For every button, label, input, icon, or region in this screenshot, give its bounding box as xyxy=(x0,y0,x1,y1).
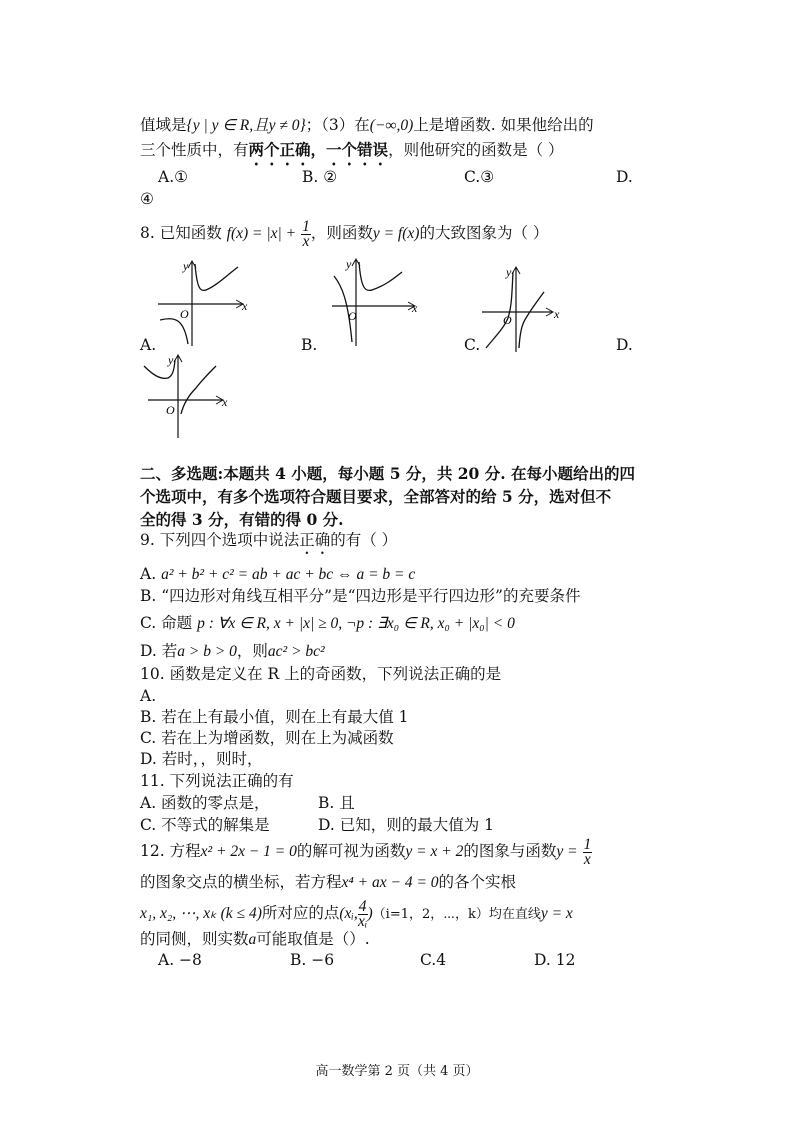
q7-emphasis-wrong: 一个错误 xyxy=(326,140,389,159)
q11-option-c: C. 不等式的解集是 xyxy=(140,816,270,834)
q12-fraction xyxy=(583,835,593,868)
q12-text: 可能取值是（）. xyxy=(256,930,370,948)
q12-line-2 xyxy=(140,871,516,894)
q12-text: 的图象交点的横坐标，若方程 xyxy=(140,873,342,891)
q8-text: 的大致图象为（ ） xyxy=(419,224,549,242)
q8-graph-c xyxy=(478,262,574,354)
q12-option-c: C.4 xyxy=(420,951,447,969)
q9-stem xyxy=(140,529,397,558)
q12-point: (xᵢ, xyxy=(339,905,358,922)
q9-text: ，则 xyxy=(236,642,268,660)
q7-interval: (−∞,0) xyxy=(369,117,414,134)
q10-option-c: C. 若在上为增函数，则在上为减函数 xyxy=(140,729,394,747)
axis-x-label: x xyxy=(412,301,418,315)
q9-emphasis: 正确 xyxy=(299,531,331,549)
q11-option-d: D. 已知，则的最大值为 1 xyxy=(318,816,495,834)
q12-frac-num: 1 xyxy=(583,835,592,853)
q8-graph-a xyxy=(150,258,255,348)
q9-d-label: D. 若 xyxy=(140,642,178,660)
q8-stem xyxy=(140,216,548,251)
q10-option-b: B. 若在上有最小值，则在上有最大值 1 xyxy=(140,708,409,726)
q9-d-math: a > b > 0 xyxy=(177,643,237,660)
q8-graph-d xyxy=(138,352,238,440)
q12-function-2: y = xyxy=(556,843,578,860)
axis-x-label: x xyxy=(242,299,248,313)
q7-emphasis-correct: 两个正确 xyxy=(248,140,311,159)
q9-option-a xyxy=(140,563,415,586)
q12-text: 的同侧，则实数 xyxy=(140,930,249,948)
q10-option-a: A. xyxy=(140,687,157,705)
q10-stem: 10. 函数是定义在 R 上的奇函数，下列说法正确的是 xyxy=(140,665,502,683)
q10-option-d: D. 若时，，则时， xyxy=(140,750,263,768)
q12-line-3 xyxy=(140,896,573,932)
q7-option-c: C.③ xyxy=(464,168,495,186)
q8-option-b: B. xyxy=(301,336,318,354)
q8-fraction xyxy=(301,217,311,250)
q11-option-b: B. 且 xyxy=(318,794,355,812)
q7-text: ，则他研究的函数是（ ） xyxy=(388,141,564,159)
section2-line-3: 全的得 3 分，有错的得 0 分. xyxy=(140,510,344,529)
q7-text: 三个性质中，有 xyxy=(140,141,249,159)
q12-point-fraction xyxy=(357,897,368,930)
origin-label: O xyxy=(180,307,189,321)
q7-text: ；（3）在 xyxy=(305,116,370,134)
q8-text: ，则函数 xyxy=(310,224,373,242)
q8-text: 8. 已知函数 xyxy=(140,224,222,242)
q11-option-a: A. 函数的零点是， xyxy=(140,794,270,812)
q7-text: ， xyxy=(310,140,327,159)
q12-equation: x² + 2x − 1 = 0 xyxy=(200,843,297,860)
q8-y-eq: y = f(x) xyxy=(372,225,420,242)
q7-range-set: {y | y ∈ R,且y ≠ 0} xyxy=(186,117,306,134)
q12-point: ) xyxy=(367,905,373,922)
q9-option-d xyxy=(140,640,325,663)
q8-frac-den: x xyxy=(302,232,310,250)
axis-y-label: y xyxy=(183,259,189,273)
q12-text: 的图象与函数 xyxy=(463,842,557,860)
q12-equation: x⁴ + ax − 4 = 0 xyxy=(341,874,439,891)
q12-variable-a: a xyxy=(248,931,257,948)
q8-frac-num: 1 xyxy=(302,217,310,235)
q12-text: 12. 方程 xyxy=(140,842,201,860)
q12-index-range: （i=1，2，⋯，k）均在直线 xyxy=(372,907,541,922)
q7-option-d-wrap: ④ xyxy=(140,190,154,208)
section2-line-2: 个选项中，有多个选项符合题目要求，全部答对的给 5 分，选对但不 xyxy=(140,487,612,506)
q12-frac-num: 4 xyxy=(358,897,367,915)
axis-x-label: x xyxy=(554,307,560,321)
q12-option-d: D. 12 xyxy=(534,951,576,969)
q8-option-d: D. xyxy=(616,336,633,354)
section2-line-1: 二、多选题:本题共 4 小题，每小题 5 分，共 20 分. 在每小题给出的四 xyxy=(140,464,636,483)
q12-option-a: A. −8 xyxy=(158,951,202,969)
q9-option-b: B. “四边形对角线互相平分”是“四边形是平行四边形”的充要条件 xyxy=(140,587,581,605)
axis-y-label: y xyxy=(506,265,512,279)
q9-text: 9. 下列四个选项中说法 xyxy=(140,531,300,549)
page-footer: 高一数学第 2 页（共 4 页） xyxy=(315,1064,479,1079)
q9-a-math: a² + b² + c² = ab + ac + bc ⇔ a = b = c xyxy=(161,566,416,583)
q11-stem: 11. 下列说法正确的有 xyxy=(140,772,294,790)
q7-text: 上是增函数. 如果他给出的 xyxy=(413,116,594,134)
q12-function-1: y = x + 2 xyxy=(405,843,464,860)
axis-y-label: y xyxy=(346,257,352,271)
q8-graph-b xyxy=(328,256,428,348)
q8-option-a: A. xyxy=(140,336,157,354)
q7-option-b: B. ② xyxy=(302,168,338,186)
q12-line-1 xyxy=(140,834,592,869)
q9-d-math: ac² > bc² xyxy=(267,643,325,660)
q9-a-label: A. xyxy=(140,565,157,583)
q7-option-d: D. xyxy=(616,168,633,186)
q12-frac-den: x xyxy=(583,850,591,868)
q12-line-4 xyxy=(140,928,370,951)
origin-label: O xyxy=(166,403,175,417)
origin-label: O xyxy=(503,313,512,327)
q12-text: 所对应的点 xyxy=(261,904,340,922)
axis-y-label: y xyxy=(168,353,174,367)
q12-roots: x₁, x₂, ⋯, xₖ (k ≤ 4) xyxy=(140,905,262,922)
origin-label: O xyxy=(348,309,357,323)
q7-option-a: A.① xyxy=(158,168,189,186)
q9-option-c xyxy=(140,612,515,635)
q9-c-math: p : ∀x ∈ R, x + |x| ≥ 0, ¬p : ∃x₀ ∈ R, x₀ + |x₀| < 0 xyxy=(197,615,515,632)
q9-text: 的有（ ） xyxy=(330,531,398,549)
q12-text: 的解可视为函数 xyxy=(296,842,406,860)
q12-option-b: B. −6 xyxy=(290,951,335,969)
q8-option-c: C. xyxy=(464,336,481,354)
axis-x-label: x xyxy=(222,395,228,409)
q8-function: f(x) = |x| + xyxy=(226,225,297,242)
q12-line-eq: y = x xyxy=(540,905,573,922)
q9-c-label: C. 命题 xyxy=(140,614,193,632)
q7-text: 值域是 xyxy=(140,116,187,134)
q12-frac-den: xᵢ xyxy=(357,912,368,930)
q7-line-2 xyxy=(140,139,564,169)
q7-line-1 xyxy=(140,114,594,137)
q12-text: 的各个实根 xyxy=(438,873,517,891)
